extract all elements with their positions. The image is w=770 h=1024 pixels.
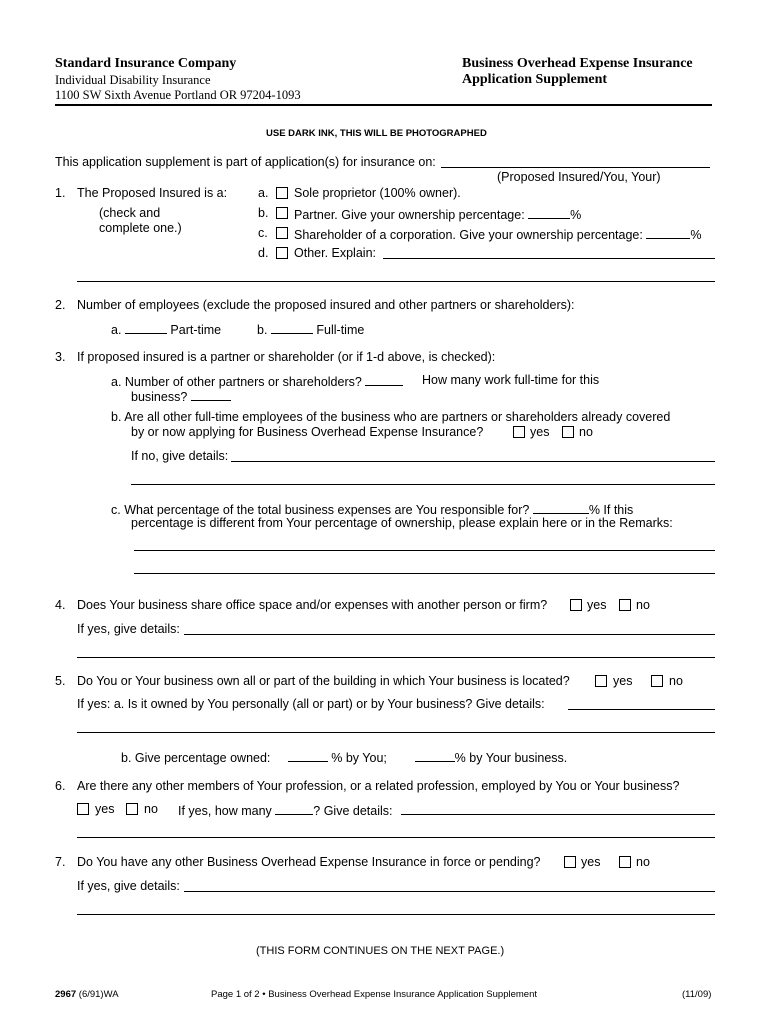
q1-number: 1. — [55, 186, 66, 200]
q1-text: The Proposed Insured is a: — [77, 186, 228, 200]
q1-note1: (check and — [99, 206, 161, 220]
division-name: Individual Disability Insurance — [55, 73, 211, 87]
q3-b-no-checkbox[interactable] — [562, 426, 574, 438]
q5-yes-checkbox[interactable] — [595, 675, 607, 687]
q6-number: 6. — [55, 779, 66, 793]
header-rule — [55, 104, 712, 106]
footer-date: (11/09) — [682, 989, 712, 1000]
q1-a-checkbox[interactable] — [276, 187, 288, 199]
q5-text: Do You or Your business own all or part of the building in which Your business is located? — [77, 674, 570, 688]
q5-a-details-field-2[interactable] — [77, 732, 715, 733]
q1-b-text — [294, 206, 581, 222]
q1-b-percent-sign: % — [570, 208, 582, 222]
q3-b-yes-checkbox[interactable] — [513, 426, 525, 438]
q7-yes-checkbox[interactable] — [564, 856, 576, 868]
q2-a — [111, 321, 221, 337]
q6-give-details-label: ? Give details: — [313, 804, 393, 818]
q3-a-line2 — [131, 388, 231, 404]
q6-details-field-2[interactable] — [77, 837, 715, 838]
q1-b-letter: b. — [258, 206, 269, 220]
q7-no-label: no — [636, 855, 650, 869]
q3-a-partners-field[interactable] — [365, 373, 403, 386]
q7-details-field-2[interactable] — [77, 914, 715, 915]
q2-part-time-field[interactable] — [125, 321, 167, 334]
q2-b-letter: b. — [257, 323, 268, 337]
q1-d-letter: d. — [258, 246, 269, 260]
form-title-line2: Application Supplement — [462, 72, 608, 87]
continues-notice: (THIS FORM CONTINUES ON THE NEXT PAGE.) — [256, 945, 505, 957]
q6-details-field[interactable] — [401, 814, 715, 815]
q2-full-time-field[interactable] — [271, 321, 313, 334]
form-number-code: 2967 — [55, 989, 77, 1000]
q3-a-label: a. Number of other partners or shareholders? — [111, 375, 362, 389]
q2-part-time-label: Part-time — [170, 323, 222, 337]
q6-how-many-field[interactable] — [275, 802, 313, 815]
q7-text: Do You have any other Business Overhead Expense Insurance in force or pending? — [77, 855, 541, 869]
q3-c-line2: percentage is different from Your percentage of ownership, please explain here or in the Remarks: — [131, 516, 673, 530]
q5-b-you-label: % by You; — [331, 751, 387, 765]
q4-yes-checkbox[interactable] — [570, 599, 582, 611]
intro-caption: (Proposed Insured/You, Your) — [497, 170, 661, 184]
q1-c-percent-sign: % — [690, 228, 702, 242]
q2-b — [257, 321, 364, 337]
q4-yes-label: yes — [587, 598, 607, 612]
intro-text: This application supplement is part of application(s) for insurance on: — [55, 155, 436, 169]
q5-b-label: b. Give percentage owned: — [121, 751, 271, 765]
q3-b-yes-label: yes — [530, 425, 550, 439]
q2-text: Number of employees (exclude the proposed insured and other partners or shareholders): — [77, 298, 575, 312]
q7-details-label: If yes, give details: — [77, 879, 180, 893]
q3-b-line2: by or now applying for Business Overhead Expense Insurance? — [131, 425, 484, 439]
q3-a-fulltime-label: How many work full-time for this — [422, 373, 600, 387]
q3-b-line1: b. Are all other full-time employees of the business who are partners or shareholders already covered — [111, 410, 671, 424]
q3-c-percent-suffix: % If this — [588, 503, 634, 517]
q3-c-percent-field[interactable] — [533, 501, 589, 514]
proposed-insured-name-field[interactable] — [441, 167, 710, 168]
q3-c-explain-field[interactable] — [134, 550, 715, 551]
q1-b-label: Partner. Give your ownership percentage: — [294, 208, 525, 222]
q4-details-field[interactable] — [184, 634, 715, 635]
q1-c-percent-field[interactable] — [646, 226, 690, 239]
q1-a-letter: a. — [258, 186, 269, 200]
form-title-line1: Business Overhead Expense Insurance — [462, 56, 693, 71]
q4-text: Does Your business share office space and/or expenses with another person or firm? — [77, 598, 548, 612]
q1-d-explain-field[interactable] — [383, 258, 715, 259]
q4-no-label: no — [636, 598, 650, 612]
q3-b-details-field-2[interactable] — [131, 484, 715, 485]
q5-b-business-percent-field[interactable] — [415, 749, 455, 762]
q6-no-label: no — [144, 802, 158, 816]
q6-yes-label: yes — [95, 802, 115, 816]
q1-b-checkbox[interactable] — [276, 207, 288, 219]
q2-full-time-label: Full-time — [316, 323, 365, 337]
q1-c-checkbox[interactable] — [276, 227, 288, 239]
q1-d-explain-field-2[interactable] — [77, 281, 715, 282]
q1-c-letter: c. — [258, 226, 268, 240]
q5-number: 5. — [55, 674, 66, 688]
q3-b-details-field[interactable] — [231, 461, 715, 462]
ink-instruction: USE DARK INK, THIS WILL BE PHOTOGRAPHED — [266, 128, 487, 139]
q3-b-details-label: If no, give details: — [131, 449, 229, 463]
q7-details-field[interactable] — [184, 891, 715, 892]
company-name: Standard Insurance Company — [55, 56, 237, 71]
q5-b-line — [121, 749, 567, 765]
company-address: 1100 SW Sixth Avenue Portland OR 97204-1093 — [55, 88, 301, 102]
q6-text: Are there any other members of Your profession, or a related profession, employed by You or Your business? — [77, 779, 680, 793]
q7-no-checkbox[interactable] — [619, 856, 631, 868]
q5-a-label: If yes: a. Is it owned by You personally (all or part) or by Your business? Give details: — [77, 697, 545, 711]
q1-a-text: Sole proprietor (100% owner). — [294, 186, 461, 200]
q4-details-field-2[interactable] — [77, 657, 715, 658]
q3-a-line1 — [111, 373, 403, 389]
q1-b-percent-field[interactable] — [528, 206, 570, 219]
q3-a-fulltime-field[interactable] — [191, 388, 231, 401]
q3-number: 3. — [55, 350, 66, 364]
q3-b-no-label: no — [579, 425, 593, 439]
q4-details-label: If yes, give details: — [77, 622, 180, 636]
q6-how-many-line — [178, 802, 393, 818]
q5-no-checkbox[interactable] — [651, 675, 663, 687]
q1-d-text: Other. Explain: — [294, 246, 376, 260]
q6-yes-checkbox[interactable] — [77, 803, 89, 815]
q1-c-label: Shareholder of a corporation. Give your ownership percentage: — [294, 228, 643, 242]
q3-a-business-label: business? — [131, 390, 188, 404]
q1-d-checkbox[interactable] — [276, 247, 288, 259]
q6-no-checkbox[interactable] — [126, 803, 138, 815]
q3-c-explain-field-2[interactable] — [134, 573, 715, 574]
form-revision: (6/91)WA — [76, 989, 119, 1000]
q3-c-label: c. What percentage of the total business expenses are You responsible for? — [111, 503, 530, 517]
q3-text: If proposed insured is a partner or shareholder (or if 1-d above, is checked): — [77, 350, 496, 364]
q2-number: 2. — [55, 298, 66, 312]
q7-number: 7. — [55, 855, 66, 869]
q3-c-line1 — [111, 501, 633, 517]
page-indicator: Page 1 of 2 • Business Overhead Expense Insurance Application Supplement — [211, 989, 538, 1000]
q5-a-details-field[interactable] — [568, 709, 715, 710]
form-number — [55, 989, 119, 1000]
q5-b-you-percent-field[interactable] — [288, 749, 328, 762]
q7-yes-label: yes — [581, 855, 601, 869]
q5-yes-label: yes — [613, 674, 633, 688]
q4-number: 4. — [55, 598, 66, 612]
q5-b-business-label: % by Your business. — [454, 751, 568, 765]
q1-note2: complete one.) — [99, 221, 182, 235]
q5-no-label: no — [669, 674, 683, 688]
q2-a-letter: a. — [111, 323, 122, 337]
q1-c-text — [294, 226, 701, 242]
q4-no-checkbox[interactable] — [619, 599, 631, 611]
q6-how-many-label: If yes, how many — [178, 804, 272, 818]
